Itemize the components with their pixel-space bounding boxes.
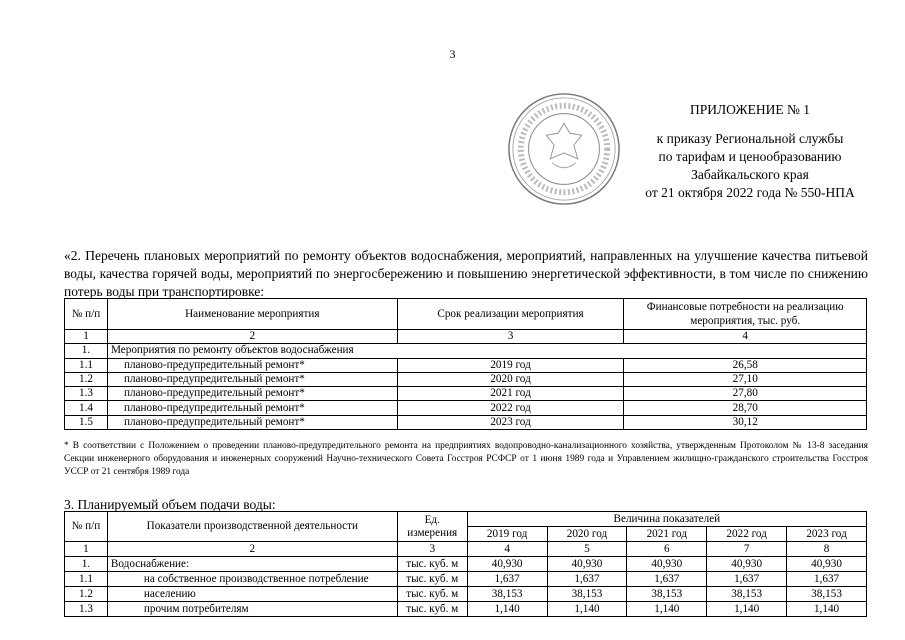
table-row (65, 401, 867, 415)
t1-row-name: планово-предупредительный ремонт* (107, 415, 397, 429)
appendix-line-1: к приказу Региональной службы (656, 131, 844, 146)
t2-row-value: 1,140 (787, 602, 867, 617)
t2-row-value: 40,930 (707, 557, 787, 572)
t2-row-name: населению (107, 587, 397, 602)
repair-measures-table (64, 298, 867, 430)
t2-row-value: 1,140 (707, 602, 787, 617)
t2-colnum-5: 5 (547, 542, 627, 557)
t1-row-term: 2019 год (397, 358, 624, 372)
t2-row-value: 1,637 (707, 572, 787, 587)
t2-row-value: 38,153 (467, 587, 547, 602)
t2-row-value: 40,930 (787, 557, 867, 572)
t2-row-value: 1,637 (787, 572, 867, 587)
t2-row-value: 40,930 (627, 557, 707, 572)
t2-row-value: 38,153 (707, 587, 787, 602)
t1-row-amount: 26,58 (624, 358, 867, 372)
t2-row-num: 1.2 (65, 587, 108, 602)
table-row (65, 572, 867, 587)
t2-row-unit: тыс. куб. м (397, 587, 467, 602)
t1-header-num: № п/п (65, 299, 108, 330)
t1-row-num: 1.1 (65, 358, 108, 372)
t2-row-num: 1. (65, 557, 108, 572)
t1-row-term: 2023 год (397, 415, 624, 429)
table-row (65, 358, 867, 372)
t1-row-amount: 30,12 (624, 415, 867, 429)
t2-row-value: 40,930 (547, 557, 627, 572)
t2-header-values: Величина показателей (467, 512, 866, 527)
section-2-title: «2. Перечень плановых мероприятий по ремонту объектов водоснабжения, мероприятий, направленных на улучшение качества питьевой воды, качества горячей воды, мероприятий по энергосбережению и повышению энергетической эффективности, в том числе по снижению потерь воды при транспортировке: (64, 248, 868, 299)
t2-colnum-3: 3 (397, 542, 467, 557)
appendix-line-3: Забайкальского края (691, 167, 809, 182)
table-row (65, 372, 867, 386)
t1-row-amount: 27,10 (624, 372, 867, 386)
t2-colnum-6: 6 (627, 542, 707, 557)
t1-row-num: 1.3 (65, 387, 108, 401)
t2-row-unit: тыс. куб. м (397, 572, 467, 587)
t2-colnum-7: 7 (707, 542, 787, 557)
t2-row-value: 1,140 (467, 602, 547, 617)
t2-row-unit: тыс. куб. м (397, 557, 467, 572)
table-row (65, 415, 867, 429)
table-row (65, 602, 867, 617)
t2-header-indicator: Показатели производственной деятельности (107, 512, 397, 542)
t2-year-2020: 2020 год (547, 527, 627, 542)
t1-header-term: Срок реализации мероприятия (397, 299, 624, 330)
t2-year-2022: 2022 год (707, 527, 787, 542)
t2-year-2021: 2021 год (627, 527, 707, 542)
t1-row-num: 1.5 (65, 415, 108, 429)
t2-row-value: 1,140 (547, 602, 627, 617)
footnote: * В соответствии с Положением о проведении планово-предупредительного ремонта на предприятиях водопроводно-канализационного хозяйства, утвержденным Протоколом № 13-8 заседания Секции инженерного оборудования и инженерных сооружений Научно-технического Совета Госстроя РСФСР от 1 июня 1989 года и Управлением жилищно-гражданского строительства Госстроя УССР от 21 сентября 1989 года (64, 441, 868, 477)
t2-row-value: 38,153 (627, 587, 707, 602)
t1-colnum-3: 3 (397, 330, 624, 344)
appendix-line-4: от 21 октября 2022 года № 550-НПА (645, 185, 855, 200)
t1-row-term: 2022 год (397, 401, 624, 415)
t1-row-term: 2021 год (397, 387, 624, 401)
t2-row-value: 1,140 (627, 602, 707, 617)
t2-row-name: прочим потребителям (107, 602, 397, 617)
t2-row-name: на собственное производственное потребление (107, 572, 397, 587)
appendix-title: ПРИЛОЖЕНИЕ № 1 (689, 102, 811, 117)
table-row (65, 587, 867, 602)
t1-colnum-1: 1 (65, 330, 108, 344)
t2-row-value: 1,637 (627, 572, 707, 587)
t2-row-unit: тыс. куб. м (397, 602, 467, 617)
t1-group-name: Мероприятия по ремонту объектов водоснабжения (107, 344, 866, 358)
t1-colnum-2: 2 (107, 330, 397, 344)
section-3-title: 3. Планируемый объем подачи воды: (64, 497, 276, 512)
t1-colnum-4: 4 (624, 330, 867, 344)
t1-row-name: планово-предупредительный ремонт* (107, 387, 397, 401)
t2-year-2023: 2023 год (787, 527, 867, 542)
t1-group-num: 1. (65, 344, 108, 358)
t1-row-name: планово-предупредительный ремонт* (107, 358, 397, 372)
t1-row-name: планово-предупредительный ремонт* (107, 401, 397, 415)
t2-header-num: № п/п (65, 512, 108, 542)
t1-row-amount: 27,80 (624, 387, 867, 401)
t2-row-value: 40,930 (467, 557, 547, 572)
t2-colnum-2: 2 (107, 542, 397, 557)
water-supply-volume-table (64, 511, 867, 617)
t2-header-unit: Ед. измерения (397, 512, 467, 542)
t2-year-2019: 2019 год (467, 527, 547, 542)
t1-header-amount: Финансовые потребности на реализацию мероприятия, тыс. руб. (624, 299, 867, 330)
t2-colnum-1: 1 (65, 542, 108, 557)
t2-row-value: 38,153 (787, 587, 867, 602)
appendix-line-2: по тарифам и ценообразованию (658, 149, 842, 164)
t2-row-value: 1,637 (547, 572, 627, 587)
t2-row-value: 1,637 (467, 572, 547, 587)
t1-header-name: Наименование мероприятия (107, 299, 397, 330)
t1-row-name: планово-предупредительный ремонт* (107, 372, 397, 386)
t1-row-amount: 28,70 (624, 401, 867, 415)
t2-colnum-8: 8 (787, 542, 867, 557)
t2-row-value: 38,153 (547, 587, 627, 602)
table-row (65, 387, 867, 401)
table-row (65, 557, 867, 572)
t1-row-num: 1.4 (65, 401, 108, 415)
t2-colnum-4: 4 (467, 542, 547, 557)
t1-row-term: 2020 год (397, 372, 624, 386)
page-number: 3 (449, 47, 456, 61)
t1-row-num: 1.2 (65, 372, 108, 386)
t2-row-num: 1.3 (65, 602, 108, 617)
t2-row-name: Водоснабжение: (107, 557, 397, 572)
t2-row-num: 1.1 (65, 572, 108, 587)
